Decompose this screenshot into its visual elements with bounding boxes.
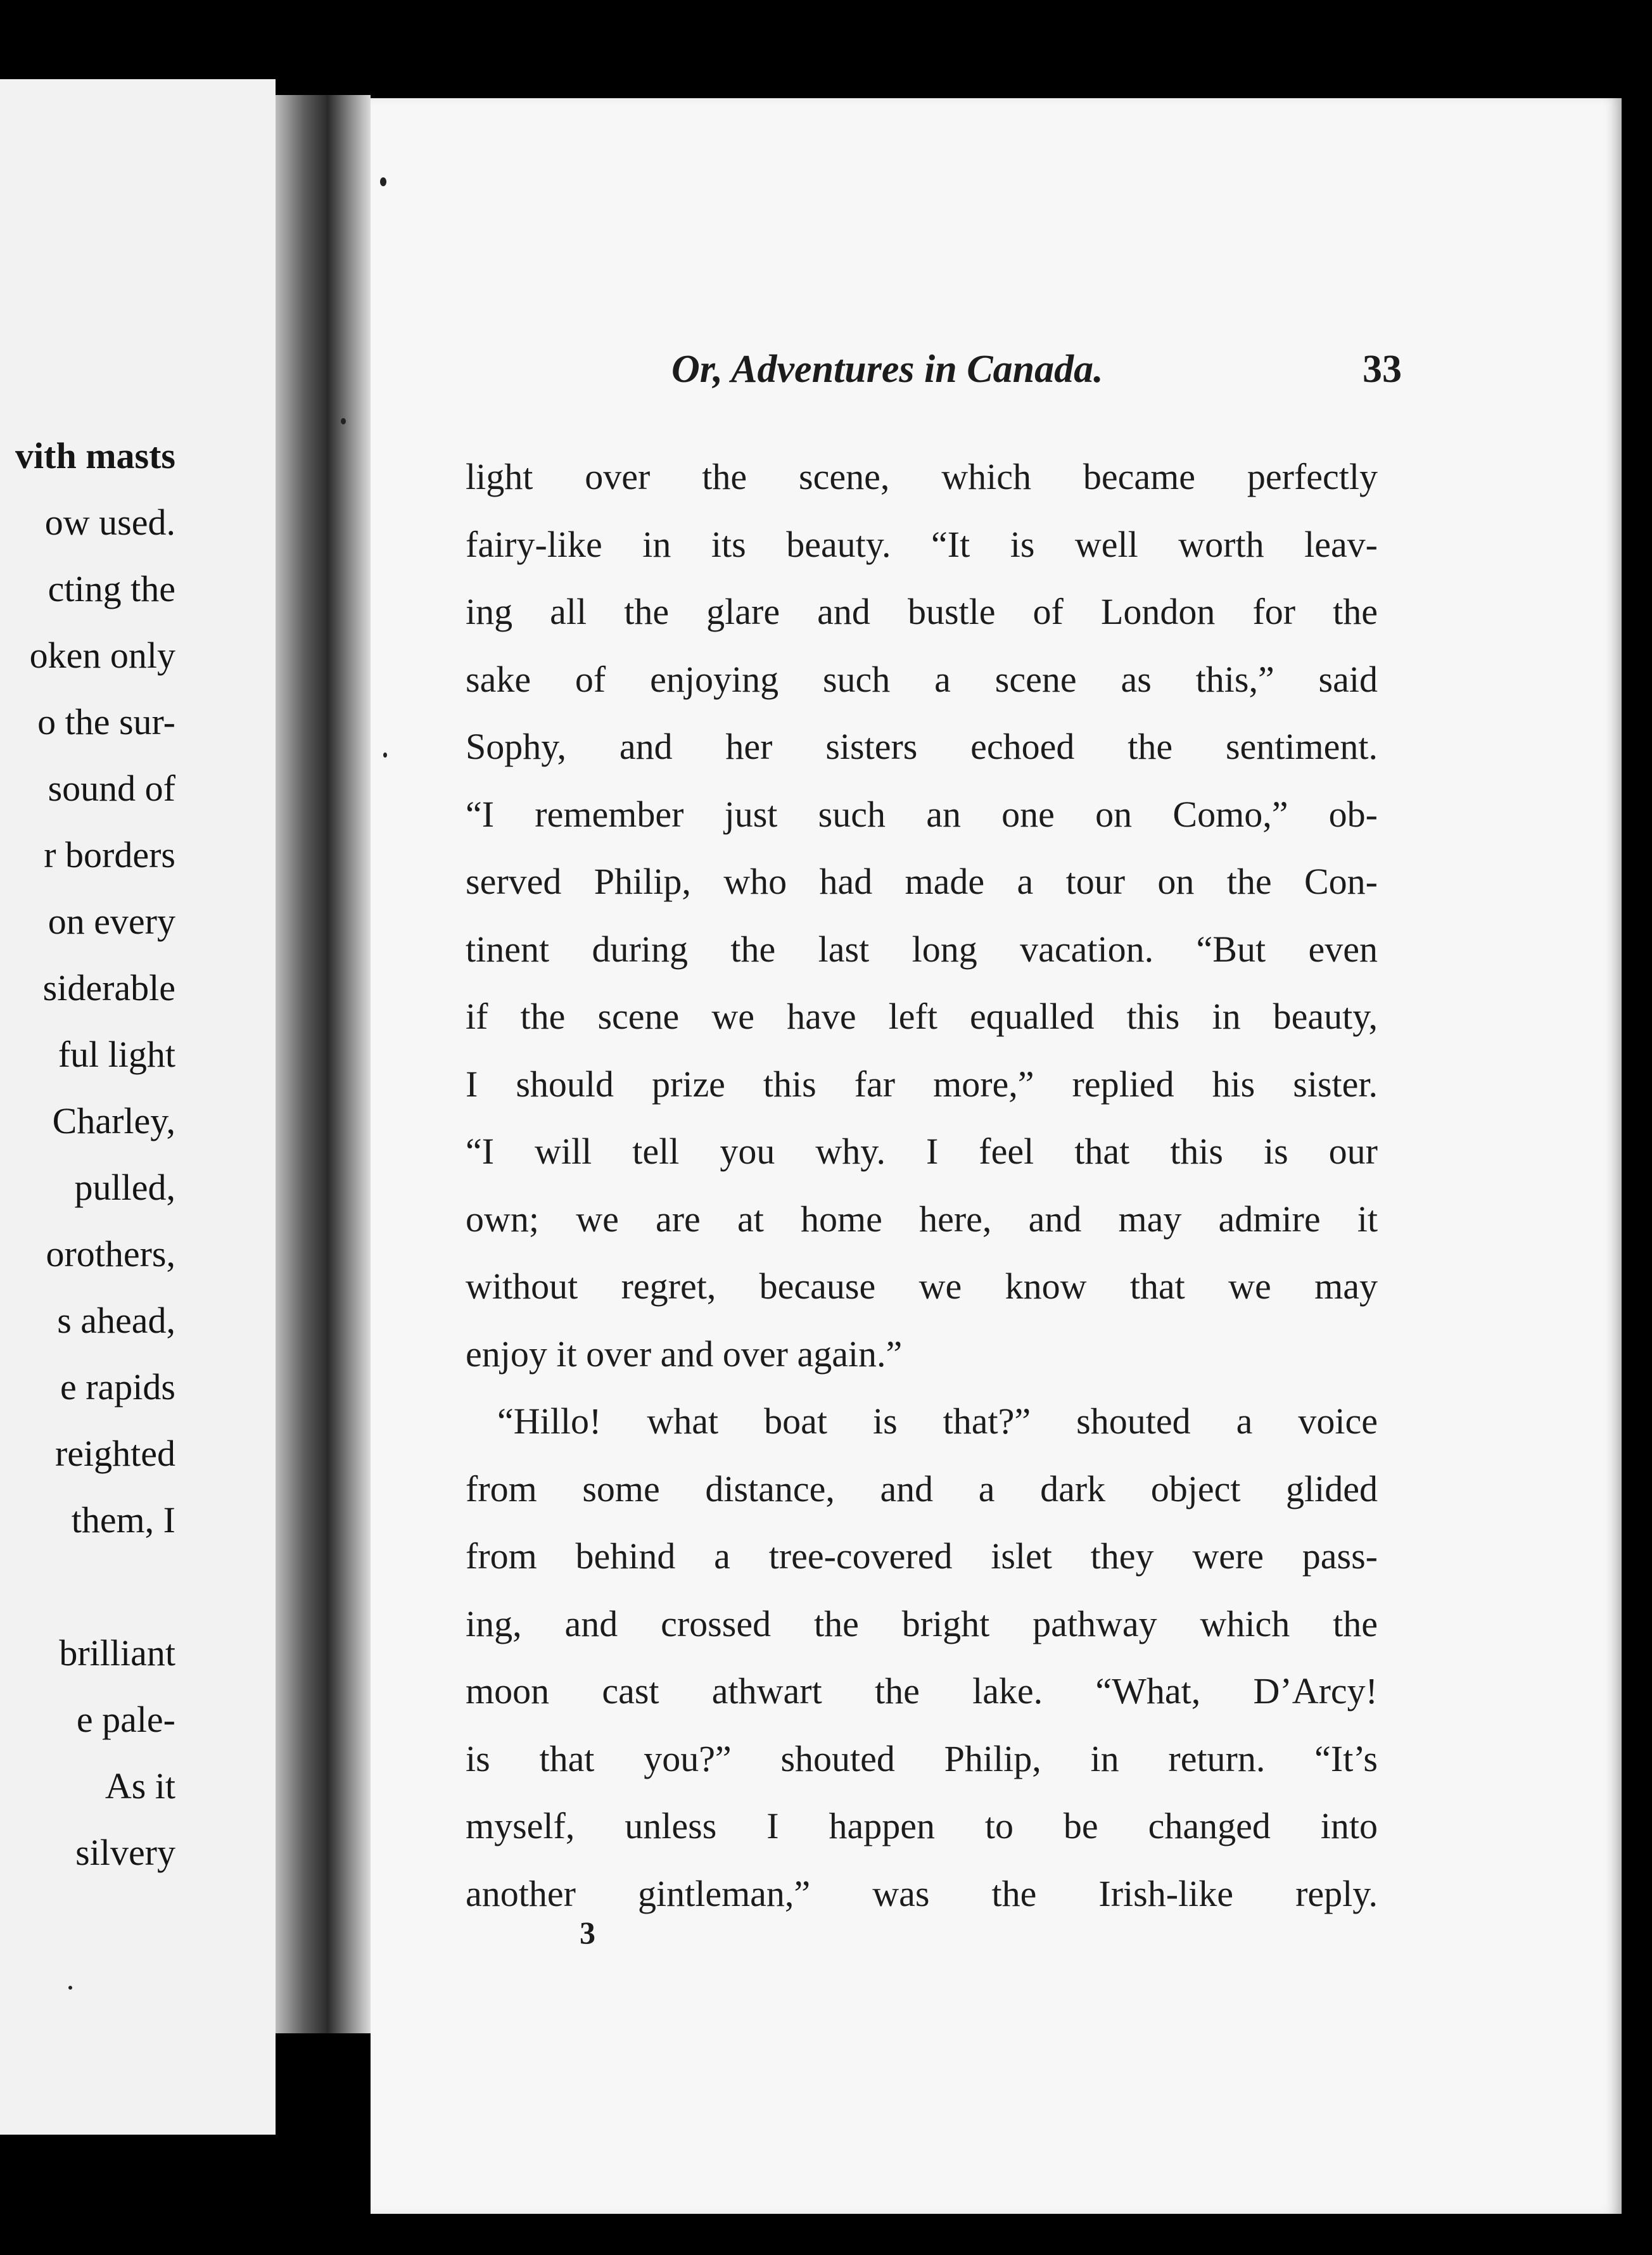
text-line: sake of enjoying such a scene as this,” said (466, 658, 1378, 700)
left-page-line: Charley, (52, 1100, 175, 1141)
left-page (0, 79, 276, 2135)
text-line: “Hillo! what boat is that?” shouted a voice (497, 1401, 1378, 1442)
ink-speck (380, 177, 386, 186)
text-line: enjoy it over and over again.” (466, 1333, 903, 1375)
left-page-line: o the sur- (37, 701, 175, 742)
left-page-line: orothers, (46, 1233, 175, 1274)
text-line: “I remember just such an one on Como,” ob- (466, 793, 1378, 835)
text-line: ing, and crossed the bright pathway which the (466, 1603, 1378, 1644)
left-page-line: ow used. (44, 502, 175, 543)
left-page-line: sound of (48, 768, 175, 809)
body-text (466, 443, 1378, 1928)
text-line: without regret, because we know that we may (466, 1266, 1378, 1307)
text-line: moon cast athwart the lake. “What, D’Arcy! (466, 1670, 1378, 1712)
text-line: is that you?” shouted Philip, in return. “It’s (466, 1737, 1378, 1779)
left-page-line: siderable (42, 967, 175, 1008)
text-line: myself, unless I happen to be changed into (466, 1805, 1378, 1846)
left-page-line: oken only (29, 635, 175, 676)
text-line: tinent during the last long vacation. “But even (466, 928, 1378, 970)
text-line: from some distance, and a dark object glided (466, 1468, 1378, 1509)
left-page-line: vith masts (15, 435, 175, 476)
ink-speck (341, 418, 346, 424)
page-header (671, 347, 1402, 391)
left-page-line: s ahead, (57, 1300, 175, 1341)
text-line: from behind a tree-covered islet they were pass- (466, 1535, 1378, 1577)
text-line: own; we are at home here, and may admire it (466, 1198, 1378, 1240)
text-line: fairy-like in its beauty. “It is well worth leav- (466, 523, 1378, 565)
ink-speck (68, 1986, 72, 1990)
left-page-line: brilliant (59, 1632, 175, 1674)
left-page-line: cting the (48, 568, 175, 609)
text-line: served Philip, who had made a tour on the Con- (466, 861, 1378, 902)
left-page-line: r borders (44, 834, 175, 875)
text-line: Sophy, and her sisters echoed the sentiment. (466, 726, 1378, 767)
left-page-line: pulled, (74, 1167, 175, 1208)
left-page-line: silvery (75, 1832, 175, 1873)
page-number: 33 (1363, 348, 1402, 391)
text-line: light over the scene, which became perfectly (466, 456, 1378, 497)
left-page-line: e rapids (60, 1366, 175, 1407)
running-title: Or, Adventures in Canada. (671, 348, 1103, 391)
text-line: I should prize this far more,” replied his sister. (466, 1063, 1378, 1105)
left-page-line: them, I (71, 1499, 175, 1540)
left-page-line: e pale- (76, 1699, 175, 1740)
text-line: if the scene we have left equalled this in beauty, (466, 996, 1378, 1037)
left-page-line: on every (48, 901, 175, 942)
left-page-line: As it (105, 1765, 175, 1807)
text-line: “I will tell you why. I feel that this is our (466, 1131, 1378, 1172)
signature-mark: 3 (580, 1915, 595, 1950)
ink-speck (383, 753, 387, 758)
left-page-line: ful light (58, 1034, 175, 1075)
text-line: another gintleman,” was the Irish-like reply. (466, 1872, 1378, 1914)
book-gutter (276, 95, 371, 2033)
left-page-line: reighted (54, 1433, 175, 1474)
text-line: ing all the glare and bustle of London for the (466, 591, 1378, 632)
